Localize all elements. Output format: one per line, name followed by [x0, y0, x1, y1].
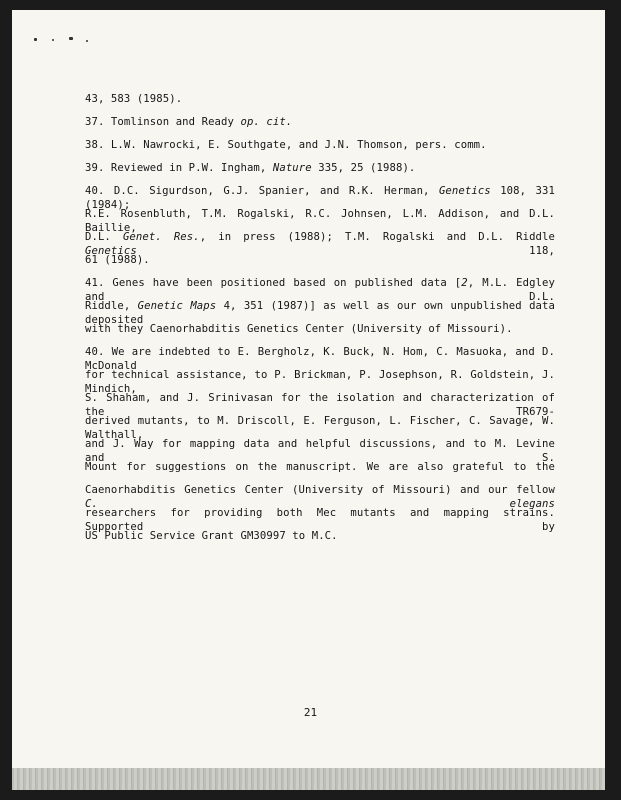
ref-40-line: 61 (1988). [85, 254, 150, 266]
acknowledgements-line: S. Shaham, and J. Srinivasan for the isolation and characterization of the TR679- [85, 392, 555, 418]
page-number: 21 [303, 706, 318, 719]
acknowledgements-line: Caenorhabditis Genetics Center (University of Missouri) and our fellow C. elegans [85, 484, 555, 510]
ref-line: 43, 583 (1985). [85, 93, 183, 105]
acknowledgements-line: 40. We are indebted to E. Bergholz, K. Buck, N. Hom, C. Masuoka, and D. McDonald [85, 346, 555, 372]
ref-38: 38. L.W. Nawrocki, E. Southgate, and J.N. Thomson, pers. comm. [85, 139, 487, 151]
acknowledgements-line: and J. Way for mapping data and helpful discussions, and to M. Levine and S. [85, 438, 555, 464]
ref-39: 39. Reviewed in P.W. Ingham, Nature 335, 25 (1988). [85, 162, 416, 174]
acknowledgements-line: for technical assistance, to P. Brickman, P. Josephson, R. Goldstein, J. Mindich, [85, 369, 555, 395]
ref-37: 37. Tomlinson and Ready op. cit. [85, 116, 293, 128]
ref-40-line: D.L. Genet. Res., in press (1988); T.M. Rogalski and D.L. Riddle Genetics 118, [85, 231, 555, 257]
scan-speck [69, 37, 73, 40]
ref-41-line: with they Caenorhabditis Genetics Center (University of Missouri). [85, 323, 513, 335]
acknowledgements-line: derived mutants, to M. Driscoll, E. Ferguson, L. Fischer, C. Savage, W. Walthall, [85, 415, 555, 441]
ref-40-line: 40. D.C. Sigurdson, G.J. Spanier, and R.K. Herman, Genetics 108, 331 (1984); [85, 185, 555, 211]
acknowledgements-line: researchers for providing both Mec mutants and mapping strains. Supported by [85, 507, 555, 533]
ref-40-line: R.E. Rosenbluth, T.M. Rogalski, R.C. Johnsen, L.M. Addison, and D.L. Baillie, [85, 208, 555, 234]
scan-speck [34, 38, 37, 41]
acknowledgements-line: Mount for suggestions on the manuscript. We are also grateful to the [85, 461, 555, 473]
acknowledgements-line: US Public Service Grant GM30997 to M.C. [85, 530, 338, 542]
scan-speck [52, 39, 54, 41]
scan-edge [12, 768, 605, 790]
scan-speck [86, 40, 88, 42]
ref-41-line: 41. Genes have been positioned based on published data [2, M.L. Edgley and D.L. [85, 277, 555, 303]
ref-41-line: Riddle, Genetic Maps 4, 351 (1987)] as well as our own unpublished data deposited [85, 300, 555, 326]
